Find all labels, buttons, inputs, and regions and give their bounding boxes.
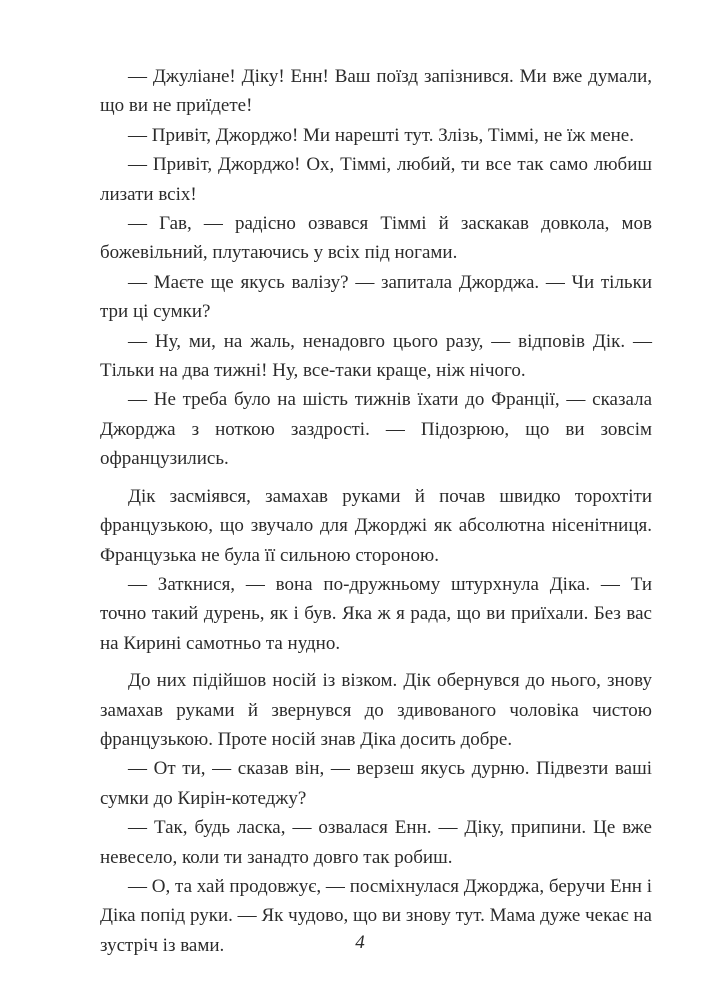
- paragraph-12: — Так, будь ласка, — озвалася Енн. — Діку, припини. Це вже невесело, коли ти занадто довго так робиш.: [100, 817, 652, 868]
- page-number: 4: [355, 932, 365, 953]
- paragraph-5: — Маєте ще якусь валізу? — запитала Джорджа. — Чи тільки три ці сумки?: [100, 271, 652, 323]
- paragraph-7: — Не треба було на шість тижнів їхати до Франції, — сказала Джорджа з ноткою заздрості. — Підозрюю, що ви зовсім офранцузились.: [100, 389, 652, 470]
- paragraph-9: — Заткнися, — вона по-дружньому штурхнула Діка. — Ти точно такий дурень, як і був. Яка ж я рада, що ви приїхали. Без вас на Кирині самотньо та нудно.: [100, 573, 652, 654]
- paragraph-4: — Гав, — радісно озвався Тіммі й заскакав довкола, мов божевільний, плутаючись у всіх під ногами.: [100, 213, 652, 264]
- paragraph-6: — Ну, ми, на жаль, ненадовго цього разу, — відповів Дік. — Тільки на два тижні! Ну, все-таки краще, ніж нічого.: [100, 330, 652, 382]
- paragraph-13: — О, та хай продовжує, — посміхнулася Джорджа, беручи Енн і Діка попід руки. — Як чудово, що ви знову тут. Мама дуже чекає на зустріч із вами.: [100, 875, 652, 956]
- paragraph-3: — Привіт, Джорджо! Ох, Тіммі, любий, ти все так само любиш лизати всіх!: [100, 154, 652, 205]
- paragraph-11: — От ти, — сказав він, — верзеш якусь дурню. Підвезти ваші сумки до Кирін-котеджу?: [100, 758, 652, 809]
- paragraph-2: — Привіт, Джорджо! Ми нарешті тут. Злізь, Тіммі, не їж мене.: [128, 124, 634, 146]
- paragraph-8: Дік засміявся, замахав руками й почав швидко торохтіти французькою, що звучало для Джорджі як абсолютна нісенітниця. Французька не була її сильною стороною.: [100, 485, 652, 566]
- body-text: [100, 62, 652, 960]
- paragraph-10: До них підійшов носій із візком. Дік обернувся до нього, знову замахав руками й звернувся до здивованого чоловіка чистою французькою. Проте носій знав Діка досить добре.: [100, 670, 652, 750]
- paragraph-1: — Джуліане! Діку! Енн! Ваш поїзд запізнився. Ми вже думали, що ви не приїдете!: [100, 66, 652, 117]
